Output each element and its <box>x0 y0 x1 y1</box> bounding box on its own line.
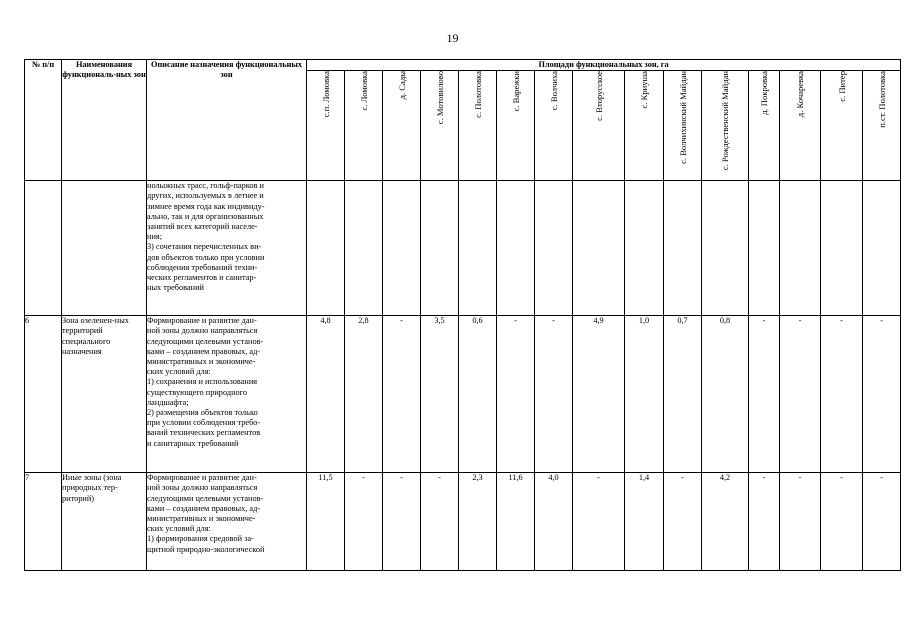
description-line: щитной природно-экологической <box>147 544 265 554</box>
area-value: - <box>863 316 901 473</box>
area-value: 2,8 <box>345 316 383 473</box>
settlement-label: с. Криуша <box>639 71 649 109</box>
description-line: ной зоны должно направляться <box>147 483 258 493</box>
area-value: 4,2 <box>702 473 749 571</box>
header-settlement <box>664 71 702 181</box>
header-settlement <box>780 71 821 181</box>
header-settlement <box>459 71 497 181</box>
settlement-label: с. Волчиха <box>548 71 559 111</box>
description-line: соблюдения требований техни- <box>147 262 258 272</box>
zone-name <box>62 181 147 316</box>
settlement-label: с. Полотовка <box>472 71 483 119</box>
settlement-label: с. Питер <box>836 71 847 102</box>
area-value <box>535 181 573 316</box>
area-value: - <box>780 473 821 571</box>
area-value <box>702 181 749 316</box>
description-line: ками – созданием правовых, ад- <box>147 503 261 513</box>
description-line: других, используемых в летнее и <box>147 191 264 201</box>
description-line: 2) размещения объектов только <box>147 408 258 418</box>
description-line: дов объектов только при условии <box>147 252 265 262</box>
description-line: ландшафта; <box>147 397 189 407</box>
area-value <box>664 181 702 316</box>
settlement-label: с. Рождественский Майдан <box>720 71 730 171</box>
area-value <box>749 181 780 316</box>
description-line: существующего природного <box>147 387 248 397</box>
area-value: 4,8 <box>307 316 345 473</box>
area-value <box>345 181 383 316</box>
area-value <box>780 181 821 316</box>
area-value <box>421 181 459 316</box>
area-value: - <box>497 316 535 473</box>
description-line: ной зоны должно направляться <box>147 326 258 336</box>
settlement-label: д. Покровка <box>759 71 769 116</box>
area-value <box>307 181 345 316</box>
description-line: министративных и экономиче- <box>147 357 256 367</box>
area-value: - <box>421 473 459 571</box>
header-settlement <box>749 71 780 181</box>
header-settlement <box>702 71 749 181</box>
area-value: - <box>749 316 780 473</box>
area-value: - <box>749 473 780 571</box>
area-value <box>383 181 421 316</box>
area-value: 2,3 <box>459 473 497 571</box>
description-line: и санитарных требований <box>147 438 239 448</box>
header-num: № п/п <box>25 60 62 181</box>
area-value: - <box>863 473 901 571</box>
header-settlement <box>307 71 345 181</box>
area-value: 0,8 <box>702 316 749 473</box>
description-line: зимнее время года как индивиду- <box>147 201 265 211</box>
header-settlement <box>821 71 863 181</box>
header-settlement <box>345 71 383 181</box>
table-row <box>25 181 901 316</box>
description-line: при условии соблюдения требо- <box>147 418 261 428</box>
header-zone-description: Описание назначения функциональных зон <box>147 60 307 181</box>
table-row <box>25 473 901 571</box>
description-line: ских условий для: <box>147 367 211 377</box>
area-value: 3,5 <box>421 316 459 473</box>
description-line: занятий всех категорий населе- <box>147 222 258 232</box>
area-value: 11,5 <box>307 473 345 571</box>
area-value: - <box>535 316 573 473</box>
zone-name: Зона озеленен-ных территорий специального назначения <box>62 316 147 473</box>
area-value: - <box>383 473 421 571</box>
settlement-label: д. Сады <box>396 71 407 100</box>
header-zone-name: Наименования функциональ-ных зон <box>62 60 147 181</box>
page-number: 19 <box>446 31 459 45</box>
area-value: 0,7 <box>664 316 702 473</box>
row-number: 7 <box>25 473 62 571</box>
table-body <box>25 181 901 571</box>
description-line: ально, так и для организованных <box>147 211 264 221</box>
zone-name: Иные зоны (зона природных тер-риторий) <box>62 473 147 571</box>
description-line: 1) формирования средовой за- <box>147 534 254 544</box>
header-settlement <box>421 71 459 181</box>
header-settlement <box>497 71 535 181</box>
settlement-label: с. Вторусское <box>593 71 604 122</box>
area-value <box>497 181 535 316</box>
header-settlement <box>625 71 664 181</box>
area-value: - <box>780 316 821 473</box>
area-value: 4,9 <box>573 316 625 473</box>
settlement-label: с. Ломовка <box>358 71 369 111</box>
area-value <box>625 181 664 316</box>
functional-zones-table <box>24 59 901 571</box>
description-line: Формирование и развитие дан- <box>147 473 257 483</box>
table-header <box>25 60 901 181</box>
area-value: 4,0 <box>535 473 573 571</box>
area-value: 1,0 <box>625 316 664 473</box>
description-line: ками – созданием правовых, ад- <box>147 346 261 356</box>
area-value <box>863 181 901 316</box>
area-value <box>821 181 863 316</box>
description-line: следующими целевыми установ- <box>147 336 264 346</box>
settlement-label: с. Волчихинский Майдан <box>677 71 688 165</box>
description-line: 1) сохранения и использования <box>147 377 258 387</box>
area-value <box>573 181 625 316</box>
area-value: 0,6 <box>459 316 497 473</box>
settlement-label: д. Кочаревка <box>795 71 805 118</box>
description-line: нолыжных трасс, гольф-парков и <box>147 181 264 191</box>
description-line: ваний технических регламентов <box>147 428 261 438</box>
area-value: - <box>664 473 702 571</box>
description-line: следующими целевыми установ- <box>147 493 264 503</box>
settlement-label: с. Мотовилово <box>434 71 445 125</box>
description-line: ческих регламентов и санитар- <box>147 273 257 283</box>
area-value: - <box>821 473 863 571</box>
table-row <box>25 316 901 473</box>
description-line: министративных и экономиче- <box>147 514 256 524</box>
row-number: 6 <box>25 316 62 473</box>
header-settlement <box>383 71 421 181</box>
description-line: ских условий для: <box>147 524 211 534</box>
settlement-label: с.п. Ломовка <box>320 71 331 118</box>
header-settlement <box>535 71 573 181</box>
zone-description <box>147 316 307 473</box>
area-value: 1,4 <box>625 473 664 571</box>
description-line: Формирование и развитие дан- <box>147 316 257 326</box>
settlement-label: п.ст. Полотовка <box>876 71 887 128</box>
header-settlement <box>863 71 901 181</box>
description-line: 3) сочетания перечисленных ви- <box>147 242 262 252</box>
area-value: - <box>383 316 421 473</box>
header-areas-group: Площади функциональных зон, га <box>307 60 901 71</box>
settlement-label: с. Варежки <box>510 71 521 112</box>
zone-description <box>147 181 307 316</box>
area-value: - <box>821 316 863 473</box>
area-value <box>459 181 497 316</box>
area-value: 11,6 <box>497 473 535 571</box>
description-line: ных требований <box>147 283 204 293</box>
row-number <box>25 181 62 316</box>
area-value: - <box>345 473 383 571</box>
area-value: - <box>573 473 625 571</box>
zone-description <box>147 473 307 571</box>
header-settlement <box>573 71 625 181</box>
description-line: ния; <box>147 232 163 242</box>
